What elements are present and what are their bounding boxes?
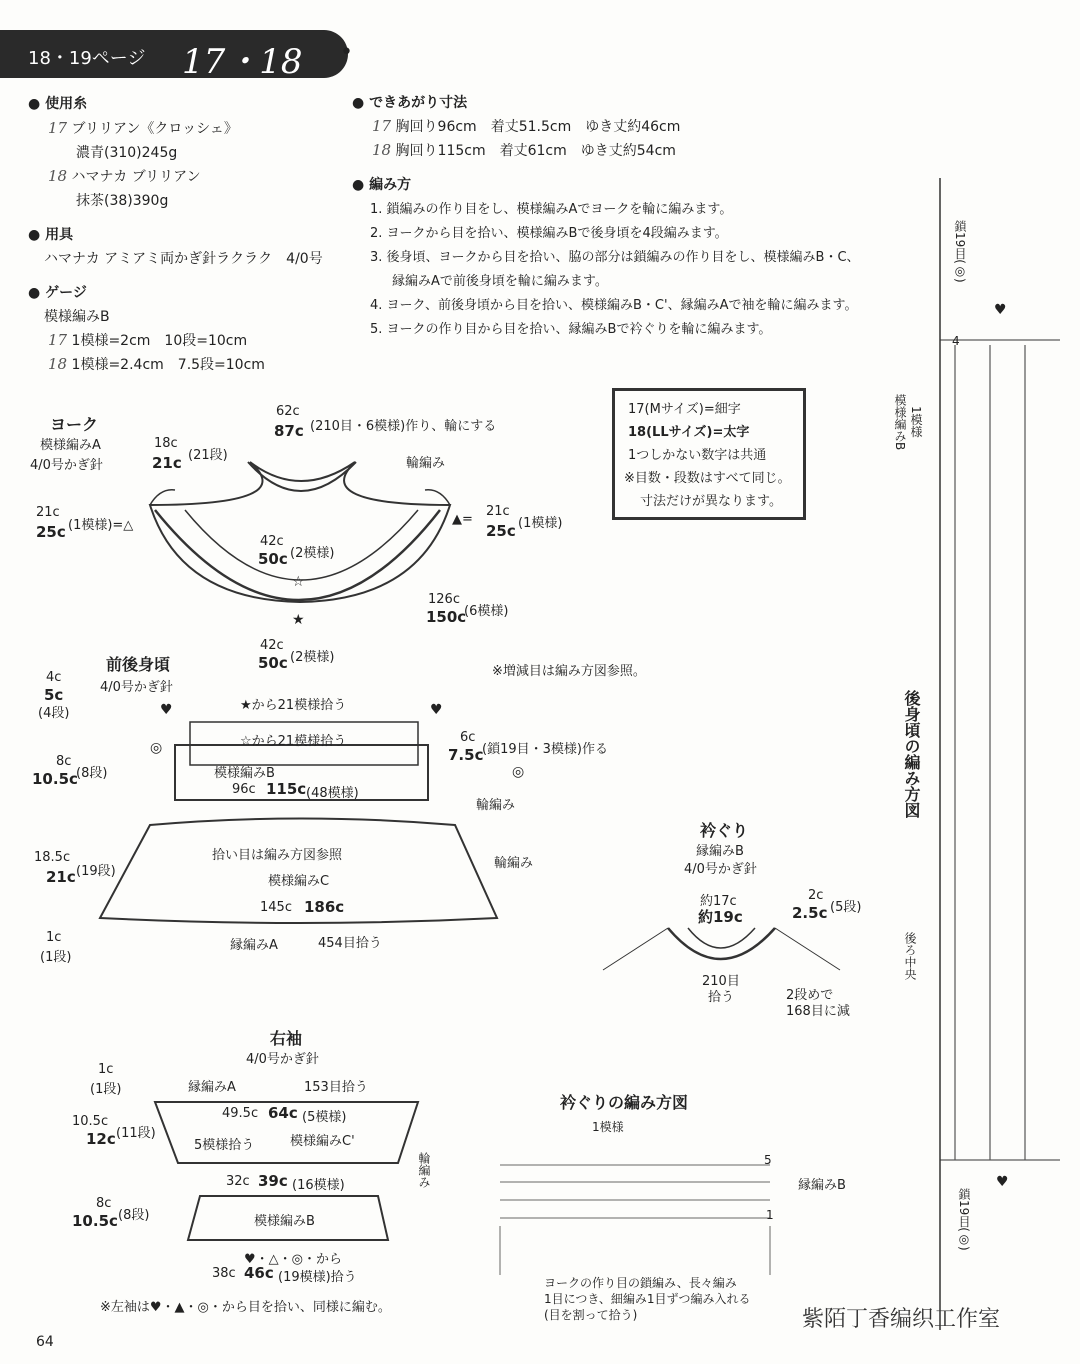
sleeve-w2-n: (16模様) <box>292 1178 345 1193</box>
yoke-left-b: 21c <box>152 454 182 472</box>
sleeve-w2-b: 39c <box>258 1172 288 1190</box>
body-note: ※増減目は編み方図参照。 <box>492 664 646 679</box>
collar-hook: 4/0号かぎ針 <box>684 862 757 877</box>
body-hook: 4/0号かぎ針 <box>100 680 173 695</box>
body-d1-b: 5c <box>44 686 64 704</box>
collar-h-a: 2c <box>808 888 824 903</box>
yoke-top-a: 62c <box>276 404 300 419</box>
body-w2-a: 145c <box>260 900 292 915</box>
body-w1-a: 96c <box>232 782 256 797</box>
collar-chart-row1: 1 <box>766 1208 774 1222</box>
page-reference: 18・19ページ <box>28 48 146 69</box>
tools-heading: ● 用具 <box>28 227 74 243</box>
body-title: 前後身頃 <box>106 655 171 674</box>
sleeve-d1-n: (1段) <box>90 1082 122 1097</box>
sleeve-five: 5模様拾う <box>194 1138 255 1153</box>
yoke-top-note: (210目・6模様)作り、輪にする <box>310 419 497 434</box>
sleeve-d1-a: 1c <box>98 1062 114 1077</box>
collar-chart-row5: 5 <box>764 1153 772 1167</box>
sleeve-edge-a: 縁編みA <box>188 1080 236 1095</box>
body-w2-b: 186c <box>304 898 345 916</box>
body-ring-right: ◎ <box>512 764 525 780</box>
legend-line-5: 寸法だけが異なります。 <box>640 494 782 509</box>
yoke-pattern: 模様編みA <box>40 438 101 453</box>
method-step-3: 3. 後身頃、ヨークから目を拾い、脇の部分は鎖編みの作り目をし、模様編みB・C、 <box>370 250 860 265</box>
collar-pick-2: 拾う <box>708 990 735 1005</box>
yarn-line-2: 濃青(310)245g <box>76 145 178 161</box>
back-chart-repeat: 1模様 <box>909 406 923 438</box>
body-edge-1: 輪編み <box>476 798 516 813</box>
sleeve-d3-b: 10.5c <box>72 1212 118 1230</box>
body-pick-2: ☆から21模様拾う <box>240 734 347 749</box>
body-edge-a: 縁編みA <box>230 938 278 953</box>
body-d3-n: (19段) <box>76 864 116 879</box>
back-chart-center: 後ろ中央 <box>903 932 917 980</box>
collar-chart-note-1: ヨークの作り目の鎖編み、長々編み <box>544 1276 737 1290</box>
legend-line-1: 17(Mサイズ)=細字 <box>628 402 741 417</box>
body-heart-left: ♥ <box>160 702 173 718</box>
body-r-n: (鎖19目・3模様)作る <box>482 742 608 757</box>
sleeve-pattern-b: 模様編みB <box>254 1214 315 1229</box>
back-chart-row4: 4 <box>952 334 960 348</box>
collar-chart-note-3: (目を割って拾う) <box>544 1308 638 1322</box>
body-r-a: 6c <box>460 730 476 745</box>
body-r-b: 7.5c <box>448 746 484 764</box>
yoke-bot-r-b: 150c <box>426 608 467 626</box>
legend-line-4: ※目数・段数はすべて同じ。 <box>624 471 791 486</box>
body-heart-right: ♥ <box>430 702 443 718</box>
sleeve-d2-a: 10.5c <box>72 1114 109 1129</box>
watermark-text: 紫陌丁香编织工作室 <box>802 1307 1001 1332</box>
yoke-hook: 4/0号かぎ針 <box>30 458 103 473</box>
yoke-side-l-b: 25c <box>36 523 66 541</box>
yoke-left-a: 18c <box>154 436 178 451</box>
collar-h-b: 2.5c <box>792 904 828 922</box>
sleeve-pick-153: 153目拾う <box>304 1080 368 1095</box>
sleeve-d2-n: (11段) <box>116 1126 156 1141</box>
body-d4-n: (1段) <box>40 950 72 965</box>
body-pick-note: 拾い目は編み方図参照 <box>212 848 343 863</box>
body-pick-1: ★から21模様拾う <box>240 698 347 713</box>
yoke-side-l-a: 21c <box>36 505 60 520</box>
back-chart-heart-bottom: ♥ <box>996 1174 1009 1190</box>
body-d2-a: 8c <box>56 754 72 769</box>
body-w1-n: (48模様) <box>306 786 359 801</box>
collar-title: 衿ぐり <box>700 821 749 840</box>
yoke-mid-a: 42c <box>260 534 284 549</box>
body-w1-b: 115c <box>266 780 307 798</box>
body-d3-b: 21c <box>46 868 76 886</box>
legend-line-2: 18(LLサイズ)=太字 <box>628 425 750 440</box>
header-bullet: • <box>340 40 353 65</box>
body-edge-2: 輪編み <box>494 856 534 871</box>
body-pattern-b: 模様編みB <box>214 766 275 781</box>
collar-w-b: 約19c <box>698 908 743 926</box>
method-step-5: 5. ヨークの作り目から目を拾い、縁編みBで衿ぐりを輪に編みます。 <box>370 322 772 337</box>
sleeve-note: ※左袖は♥・▲・◎・から目を拾い、同様に編む。 <box>100 1300 391 1315</box>
method-heading: ● 編み方 <box>352 177 412 193</box>
yoke-top-b: 87c <box>274 422 304 440</box>
sleeve-pattern-c2: 模様編みC' <box>290 1134 355 1149</box>
sleeve-w3-n: (19模様)拾う <box>278 1270 357 1285</box>
yoke-side-r-a: 21c <box>486 504 510 519</box>
yoke-title: ヨーク <box>50 415 99 434</box>
yarn-line-3: 18 ハマナカ ブリリアン <box>48 167 201 185</box>
yoke-star-filled: ★ <box>292 612 305 628</box>
sleeve-d3-a: 8c <box>96 1196 112 1211</box>
yoke-mid-b: 50c <box>258 550 288 568</box>
body-d1-a: 4c <box>46 670 62 685</box>
sleeve-w1-n: (5模様) <box>302 1110 347 1125</box>
collar-chart-repeat: 1模様 <box>592 1120 624 1134</box>
body-d1-n: (4段) <box>38 706 70 721</box>
collar-chart-note-2: 1目につき、細編み1目ずつ編み入れる <box>544 1292 751 1306</box>
body-d2-b: 10.5c <box>32 770 78 788</box>
size-line-1: 17 胸回り96cm 着丈51.5cm ゆき丈約46cm <box>372 117 681 135</box>
method-step-2: 2. ヨークから目を拾い、模様編みBで後身頃を4段編みます。 <box>370 226 728 241</box>
yoke-side-r-b: 25c <box>486 522 516 540</box>
size-heading: ● できあがり寸法 <box>352 95 468 111</box>
sleeve-edge-side: 輪編み <box>417 1152 431 1188</box>
body-ring-left: ◎ <box>150 740 163 756</box>
collar-dec-1: 2段めで <box>786 988 834 1003</box>
yoke-edge: 輪編み <box>406 456 446 471</box>
back-chart-heart-top: ♥ <box>994 302 1007 318</box>
yoke-mid-note: (2模様) <box>290 546 335 561</box>
gauge-line-1: 17 1模様=2cm 10段=10cm <box>48 331 248 349</box>
collar-h-n: (5段) <box>830 900 862 915</box>
body-d2-n: (8段) <box>76 766 108 781</box>
page-number: 64 <box>36 1334 54 1350</box>
collar-dec-2: 168目に減 <box>786 1004 850 1019</box>
sleeve-d2-b: 12c <box>86 1130 116 1148</box>
collar-chart-title: 衿ぐりの編み方図 <box>560 1093 689 1112</box>
yoke-bot-r-a: 126c <box>428 592 460 607</box>
back-chart-title: 後身頃の編み方図 <box>902 690 921 818</box>
yoke-left-note: (21段) <box>188 448 228 463</box>
yoke-low-note: (2模様) <box>290 650 335 665</box>
body-pattern-c: 模様編みC <box>268 874 330 889</box>
yarn-line-1: 17 ブリリアン《クロッシェ》 <box>48 119 238 137</box>
collar-w-a: 約17c <box>700 894 737 909</box>
sleeve-w3-a: 38c <box>212 1266 236 1281</box>
sleeve-w3-b: 46c <box>244 1264 274 1282</box>
gauge-line-2: 18 1模様=2.4cm 7.5段=10cm <box>48 355 265 373</box>
gauge-heading: ● ゲージ <box>28 285 87 301</box>
yoke-side-r-note: (1模様) <box>518 516 563 531</box>
back-chart-chain-bottom: 鎖19目(◎) <box>957 1188 971 1251</box>
body-d4-a: 1c <box>46 930 62 945</box>
sleeve-hook: 4/0号かぎ針 <box>246 1052 319 1067</box>
size-line-2: 18 胸回り115cm 着丈61cm ゆき丈約54cm <box>372 141 676 159</box>
sleeve-from: ♥・△・◎・から <box>244 1252 342 1267</box>
method-step-3b: 縁編みAで前後身頃を輪に編みます。 <box>392 274 608 289</box>
tools-text: ハマナカ アミアミ両かぎ針ラクラク 4/0号 <box>44 251 323 267</box>
yoke-triangle-mark: ▲= <box>452 512 473 527</box>
sleeve-w1-b: 64c <box>268 1104 298 1122</box>
sleeve-d3-n: (8段) <box>118 1208 150 1223</box>
body-pick-n: 454目拾う <box>318 936 382 951</box>
yarn-line-4: 抹茶(38)390g <box>76 193 169 209</box>
back-chart-chain-top: 鎖19目(◎) <box>953 220 967 283</box>
collar-pick-1: 210目 <box>702 974 740 989</box>
collar-pattern: 縁編みB <box>696 844 744 859</box>
collar-chart-edge: 縁編みB <box>798 1178 846 1193</box>
yoke-low-a: 42c <box>260 638 284 653</box>
yoke-low-b: 50c <box>258 654 288 672</box>
yoke-star-hollow: ☆ <box>292 574 305 590</box>
back-chart-pattern: 模様編みB <box>893 394 907 451</box>
sleeve-title: 右袖 <box>270 1029 303 1048</box>
yoke-bot-r-note: (6模様) <box>464 604 509 619</box>
yoke-side-l-note: (1模様)=△ <box>68 518 134 533</box>
gauge-pattern: 模様編みB <box>44 309 110 325</box>
yarn-heading: ● 使用糸 <box>28 96 88 112</box>
sleeve-w1-a: 49.5c <box>222 1106 259 1121</box>
method-step-4: 4. ヨーク、前後身頃から目を拾い、模様編みB・C'、縁編みAで袖を輪に編みます。 <box>370 298 858 313</box>
legend-line-3: 1つしかない数字は共通 <box>628 448 767 463</box>
sleeve-w2-a: 32c <box>226 1174 250 1189</box>
method-step-1: 1. 鎖編みの作り目をし、模様編みAでヨークを輪に編みます。 <box>370 202 733 217</box>
body-d3-a: 18.5c <box>34 850 71 865</box>
pattern-numbers: 17・18 <box>182 42 303 82</box>
